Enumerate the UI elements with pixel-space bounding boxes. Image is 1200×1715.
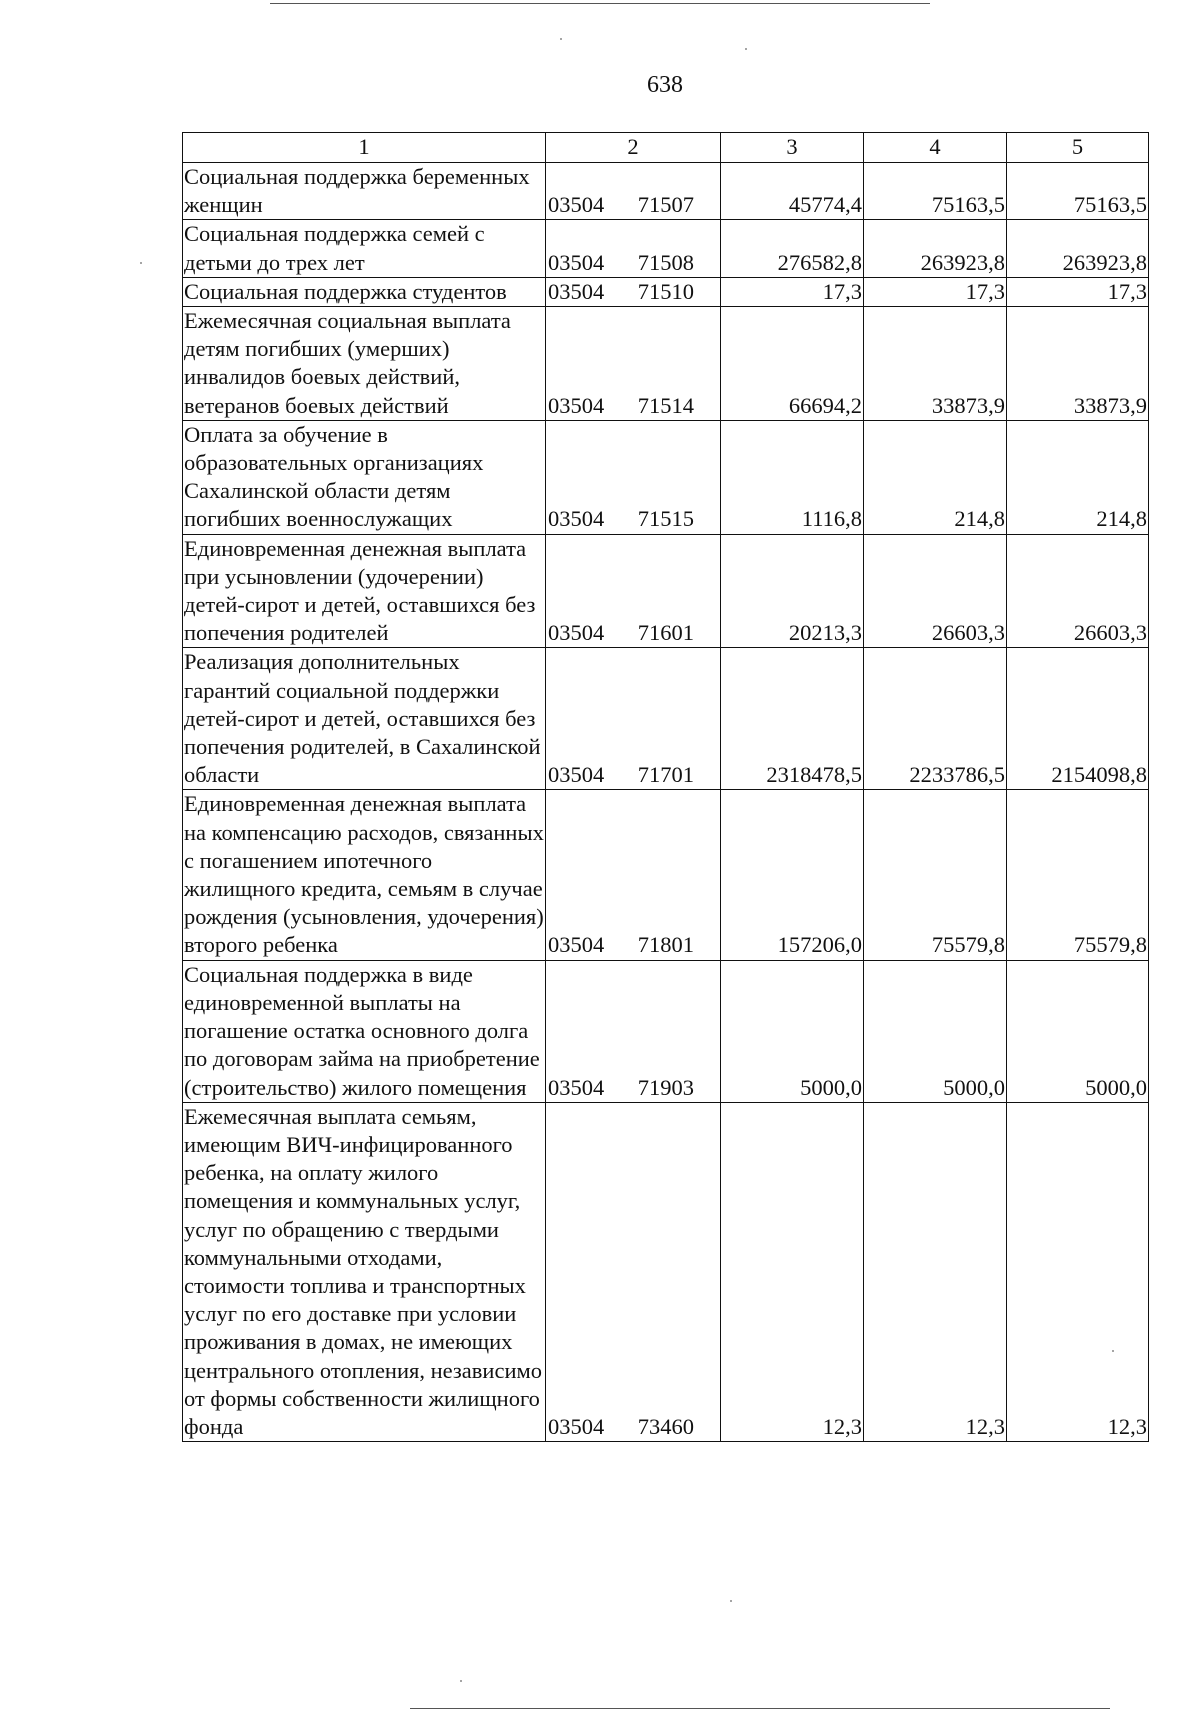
code-item: 71515 <box>637 506 694 532</box>
value-col4: 2233786,5 <box>864 648 1007 790</box>
page-number: 638 <box>647 72 683 98</box>
code-section: 03504 <box>548 192 605 218</box>
row-name: Социальная поддержка семей с детьми до трех лет <box>183 220 546 277</box>
row-code <box>546 220 721 277</box>
scan-speck <box>140 262 142 264</box>
value-col5: 17,3 <box>1007 277 1149 306</box>
scan-speck <box>560 38 562 40</box>
value-col3: 12,3 <box>721 1102 864 1441</box>
row-name: Ежемесячная выплата семьям, имеющим ВИЧ-инфицированного ребенка, на оплату жилого помещения и коммунальных услуг, услуг по обращению с твердыми коммунальными отходами, стоимости топлива и транспортных услуг по его доставке при условии проживания в домах, не имеющих центрального отопления, независимо от формы собственности жилищного фонда <box>183 1102 546 1441</box>
value-col3: 66694,2 <box>721 307 864 421</box>
row-name: Ежемесячная социальная выплата детям погибших (умерших) инвалидов боевых действий, ветеранов боевых действий <box>183 307 546 421</box>
table-row <box>183 534 1149 648</box>
row-name: Оплата за обучение в образовательных организациях Сахалинской области детям погибших военнослужащих <box>183 420 546 534</box>
value-col4: 26603,3 <box>864 534 1007 648</box>
code-section: 03504 <box>548 249 605 275</box>
table-row <box>183 960 1149 1102</box>
value-col5: 26603,3 <box>1007 534 1149 648</box>
row-name: Социальная поддержка в виде единовременной выплаты на погашение остатка основного долга по договорам займа на приобретение (строительство) жилого помещения <box>183 960 546 1102</box>
scan-speck <box>745 48 747 50</box>
code-section: 03504 <box>548 762 605 788</box>
column-header: 4 <box>864 133 1007 163</box>
code-item: 71903 <box>637 1074 694 1100</box>
value-col5: 2154098,8 <box>1007 648 1149 790</box>
row-code <box>546 307 721 421</box>
column-header: 3 <box>721 133 864 163</box>
value-col3: 17,3 <box>721 277 864 306</box>
code-section: 03504 <box>548 1413 605 1439</box>
row-code <box>546 960 721 1102</box>
value-col5: 75579,8 <box>1007 790 1149 960</box>
value-col5: 12,3 <box>1007 1102 1149 1441</box>
code-item: 71601 <box>637 620 694 646</box>
row-name: Реализация дополнительных гарантий социальной поддержки детей-сирот и детей, оставшихся без попечения родителей, в Сахалинской области <box>183 648 546 790</box>
code-item: 73460 <box>637 1413 694 1439</box>
value-col3: 276582,8 <box>721 220 864 277</box>
value-col3: 45774,4 <box>721 163 864 220</box>
table-row <box>183 307 1149 421</box>
code-section: 03504 <box>548 278 605 304</box>
value-col4: 263923,8 <box>864 220 1007 277</box>
scan-edge-bottom <box>410 1708 1110 1709</box>
row-code <box>546 534 721 648</box>
value-col3: 2318478,5 <box>721 648 864 790</box>
scan-speck <box>730 1600 732 1602</box>
code-section: 03504 <box>548 1074 605 1100</box>
table-row <box>183 648 1149 790</box>
row-code <box>546 420 721 534</box>
value-col4: 12,3 <box>864 1102 1007 1441</box>
code-section: 03504 <box>548 506 605 532</box>
scan-speck <box>1112 1350 1114 1352</box>
table-header-row <box>183 133 1149 163</box>
table-row <box>183 163 1149 220</box>
code-item: 71801 <box>637 932 694 958</box>
value-col4: 75163,5 <box>864 163 1007 220</box>
row-code <box>546 163 721 220</box>
code-item: 71510 <box>637 278 694 304</box>
value-col4: 75579,8 <box>864 790 1007 960</box>
row-name: Единовременная денежная выплата на компенсацию расходов, связанных с погашением ипотечного жилищного кредита, семьям в случае рождения (усыновления, удочерения) второго ребенка <box>183 790 546 960</box>
row-name: Единовременная денежная выплата при усыновлении (удочерении) детей-сирот и детей, оставшихся без попечения родителей <box>183 534 546 648</box>
row-code <box>546 277 721 306</box>
value-col3: 20213,3 <box>721 534 864 648</box>
scan-speck <box>460 1680 462 1682</box>
column-header: 1 <box>183 133 546 163</box>
value-col4: 5000,0 <box>864 960 1007 1102</box>
code-item: 71508 <box>637 249 694 275</box>
code-item: 71514 <box>637 392 694 418</box>
code-section: 03504 <box>548 932 605 958</box>
row-name: Социальная поддержка студентов <box>183 277 546 306</box>
table-row <box>183 220 1149 277</box>
code-item: 71701 <box>637 762 694 788</box>
code-section: 03504 <box>548 620 605 646</box>
value-col4: 214,8 <box>864 420 1007 534</box>
row-code <box>546 1102 721 1441</box>
value-col3: 5000,0 <box>721 960 864 1102</box>
column-header: 5 <box>1007 133 1149 163</box>
value-col3: 157206,0 <box>721 790 864 960</box>
table-row <box>183 790 1149 960</box>
value-col5: 75163,5 <box>1007 163 1149 220</box>
table-row <box>183 420 1149 534</box>
table-row <box>183 277 1149 306</box>
row-code <box>546 790 721 960</box>
value-col5: 33873,9 <box>1007 307 1149 421</box>
budget-table <box>182 132 1149 1442</box>
scan-edge-top <box>270 3 930 4</box>
row-code <box>546 648 721 790</box>
code-section: 03504 <box>548 392 605 418</box>
value-col5: 263923,8 <box>1007 220 1149 277</box>
value-col4: 17,3 <box>864 277 1007 306</box>
value-col5: 214,8 <box>1007 420 1149 534</box>
value-col3: 1116,8 <box>721 420 864 534</box>
column-header: 2 <box>546 133 721 163</box>
value-col5: 5000,0 <box>1007 960 1149 1102</box>
table-row <box>183 1102 1149 1441</box>
code-item: 71507 <box>637 192 694 218</box>
value-col4: 33873,9 <box>864 307 1007 421</box>
row-name: Социальная поддержка беременных женщин <box>183 163 546 220</box>
